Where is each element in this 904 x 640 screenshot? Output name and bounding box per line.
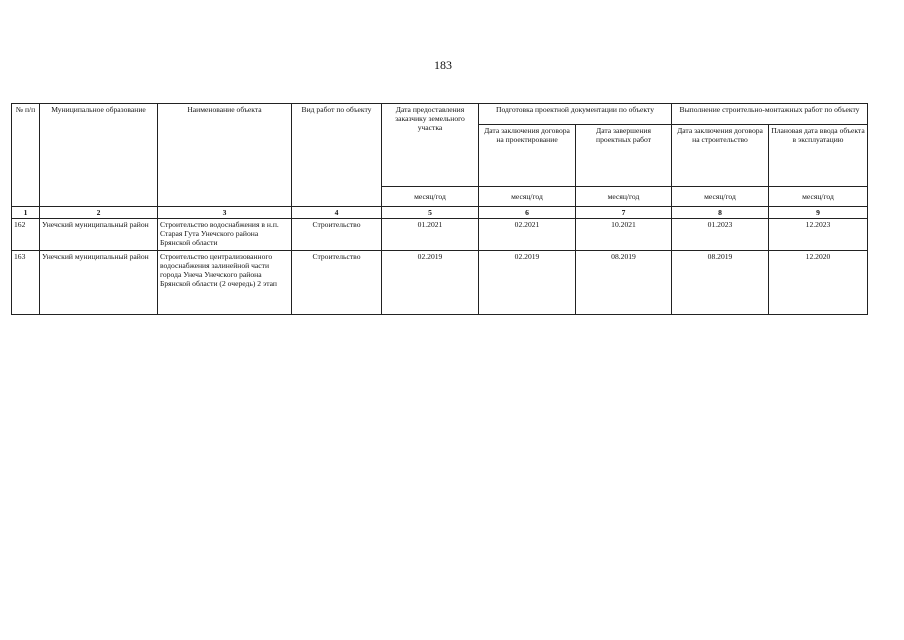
- table-row: [12, 219, 868, 251]
- column-number: 5: [382, 207, 479, 219]
- row-work-type: Строительство: [292, 251, 382, 315]
- column-number: 1: [12, 207, 40, 219]
- header-num: № п/п: [12, 104, 40, 187]
- unit-build-contract: месяц/год: [672, 187, 769, 207]
- header-work-type: Вид работ по объекту: [292, 104, 382, 187]
- table-row: [12, 251, 868, 315]
- column-number-row: [12, 207, 868, 219]
- row-num: 163: [12, 251, 40, 315]
- unit-commission: месяц/год: [769, 187, 868, 207]
- column-number: 4: [292, 207, 382, 219]
- unit-land-date: месяц/год: [382, 187, 479, 207]
- header-commission: Плановая дата ввода объекта в эксплуатацию: [769, 125, 868, 187]
- row-build-contract: 01.2023: [672, 219, 769, 251]
- row-land-date: 01.2021: [382, 219, 479, 251]
- row-commission: 12.2023: [769, 219, 868, 251]
- header-build-contract: Дата заключения договора на строительство: [672, 125, 769, 187]
- column-number: 9: [769, 207, 868, 219]
- row-design-end: 10.2021: [576, 219, 672, 251]
- row-municipality: Унечский муниципальный район: [40, 219, 158, 251]
- header-design-contract: Дата заключения договора на проектирование: [479, 125, 576, 187]
- header-object-name: Наименование объекта: [158, 104, 292, 187]
- row-design-contract: 02.2019: [479, 251, 576, 315]
- row-work-type: Строительство: [292, 219, 382, 251]
- unit-design-contract: месяц/год: [479, 187, 576, 207]
- column-number: 3: [158, 207, 292, 219]
- row-object-name: Строительство водоснабжения в н.п. Старая Гута Унечского района Брянской области: [158, 219, 292, 251]
- row-object-name: Строительство централизованного водоснабжения залинейной части города Унеча Унечского района Брянской области (2 очередь) 2 этап: [158, 251, 292, 315]
- column-number: 6: [479, 207, 576, 219]
- column-number: 8: [672, 207, 769, 219]
- header-design-end: Дата завершения проектных работ: [576, 125, 672, 187]
- row-num: 162: [12, 219, 40, 251]
- row-municipality: Унечский муниципальный район: [40, 251, 158, 315]
- header-design-group: Подготовка проектной документации по объекту: [479, 104, 672, 125]
- unit-row: [12, 187, 868, 207]
- unit-empty-2: [40, 187, 158, 207]
- row-commission: 12.2020: [769, 251, 868, 315]
- column-number: 2: [40, 207, 158, 219]
- column-number: 7: [576, 207, 672, 219]
- row-design-end: 08.2019: [576, 251, 672, 315]
- header-land-date: Дата предоставления заказчику земельного участка: [382, 104, 479, 187]
- header-build-group: Выполнение строительно-монтажных работ по объекту: [672, 104, 868, 125]
- row-design-contract: 02.2021: [479, 219, 576, 251]
- unit-empty-3: [158, 187, 292, 207]
- unit-design-end: месяц/год: [576, 187, 672, 207]
- objects-table: [11, 103, 868, 315]
- row-build-contract: 08.2019: [672, 251, 769, 315]
- page-number: 183: [434, 58, 452, 72]
- unit-empty-4: [292, 187, 382, 207]
- header-municipality: Муниципальное образование: [40, 104, 158, 187]
- unit-empty-1: [12, 187, 40, 207]
- row-land-date: 02.2019: [382, 251, 479, 315]
- header-row-top: [12, 104, 868, 125]
